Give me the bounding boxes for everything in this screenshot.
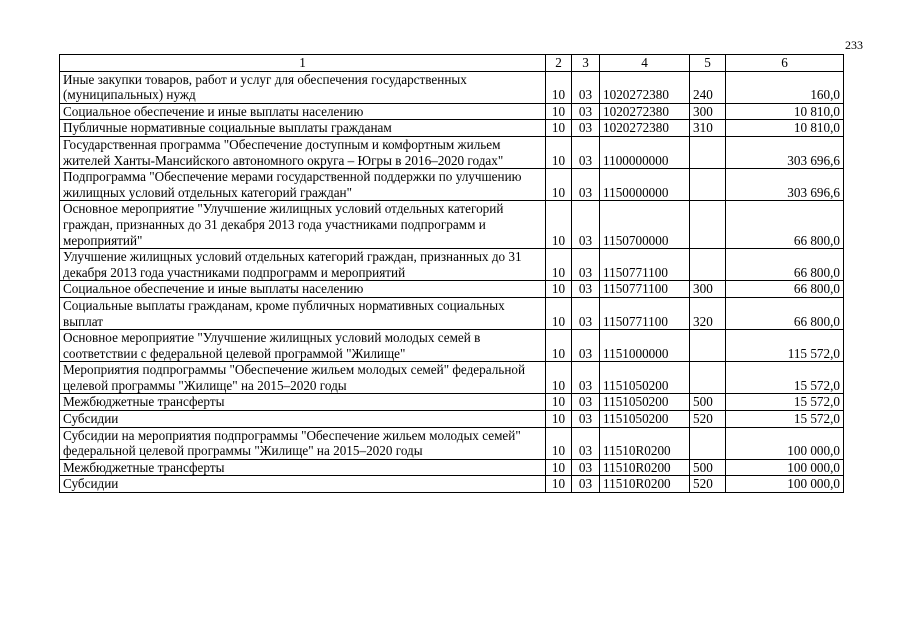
row-expense-type (690, 427, 726, 459)
header-col-6: 6 (726, 55, 844, 72)
row-name: Социальное обеспечение и иные выплаты населению (60, 281, 546, 298)
row-name: Основное мероприятие "Улучшение жилищных условий отдельных категорий граждан, признанных до 31 декабря 2013 года участниками подпрограмм и мероприятий" (60, 201, 546, 249)
row-amount: 66 800,0 (726, 281, 844, 298)
row-subsection: 03 (572, 169, 600, 201)
row-name: Социальные выплаты гражданам, кроме публичных нормативных социальных выплат (60, 297, 546, 329)
table-row (60, 169, 844, 201)
row-subsection: 03 (572, 120, 600, 137)
table-row (60, 330, 844, 362)
row-name: Межбюджетные трансферты (60, 394, 546, 411)
table-header (60, 55, 844, 72)
table-row (60, 459, 844, 476)
row-section: 10 (546, 281, 572, 298)
row-amount: 100 000,0 (726, 459, 844, 476)
row-section: 10 (546, 201, 572, 249)
row-subsection: 03 (572, 136, 600, 168)
table-row (60, 281, 844, 298)
header-col-5: 5 (690, 55, 726, 72)
row-name: Межбюджетные трансферты (60, 459, 546, 476)
table-row (60, 136, 844, 168)
row-name: Подпрограмма "Обеспечение мерами государственной поддержки по улучшению жилищных условий отдельных категорий граждан" (60, 169, 546, 201)
table-row (60, 394, 844, 411)
row-target-code: 1151050200 (600, 411, 690, 428)
row-section: 10 (546, 394, 572, 411)
row-subsection: 03 (572, 249, 600, 281)
row-subsection: 03 (572, 71, 600, 103)
row-amount: 100 000,0 (726, 476, 844, 493)
header-row (60, 55, 844, 72)
row-name: Субсидии на мероприятия подпрограммы "Обеспечение жильем молодых семей" федеральной целевой программы "Жилище" на 2015–2020 годы (60, 427, 546, 459)
row-target-code: 1100000000 (600, 136, 690, 168)
row-expense-type (690, 330, 726, 362)
row-name: Публичные нормативные социальные выплаты гражданам (60, 120, 546, 137)
row-amount: 10 810,0 (726, 103, 844, 120)
row-amount: 66 800,0 (726, 249, 844, 281)
row-target-code: 1151050200 (600, 362, 690, 394)
table-row (60, 297, 844, 329)
row-amount: 303 696,6 (726, 169, 844, 201)
row-target-code: 11510R0200 (600, 427, 690, 459)
row-expense-type: 310 (690, 120, 726, 137)
table-row (60, 103, 844, 120)
row-target-code: 11510R0200 (600, 476, 690, 493)
row-target-code: 1151000000 (600, 330, 690, 362)
row-expense-type (690, 136, 726, 168)
row-subsection: 03 (572, 103, 600, 120)
row-section: 10 (546, 249, 572, 281)
row-section: 10 (546, 362, 572, 394)
row-target-code: 11510R0200 (600, 459, 690, 476)
row-section: 10 (546, 411, 572, 428)
row-section: 10 (546, 120, 572, 137)
row-expense-type (690, 169, 726, 201)
row-expense-type: 320 (690, 297, 726, 329)
row-section: 10 (546, 169, 572, 201)
row-section: 10 (546, 427, 572, 459)
row-expense-type (690, 249, 726, 281)
budget-table (59, 54, 844, 493)
row-name: Субсидии (60, 476, 546, 493)
row-section: 10 (546, 330, 572, 362)
row-expense-type: 300 (690, 103, 726, 120)
row-section: 10 (546, 71, 572, 103)
row-target-code: 1150771100 (600, 297, 690, 329)
row-amount: 100 000,0 (726, 427, 844, 459)
table-row (60, 476, 844, 493)
row-section: 10 (546, 103, 572, 120)
row-subsection: 03 (572, 394, 600, 411)
row-expense-type: 300 (690, 281, 726, 298)
row-amount: 160,0 (726, 71, 844, 103)
row-amount: 15 572,0 (726, 362, 844, 394)
row-name: Социальное обеспечение и иные выплаты населению (60, 103, 546, 120)
row-subsection: 03 (572, 330, 600, 362)
header-col-4: 4 (600, 55, 690, 72)
row-amount: 15 572,0 (726, 411, 844, 428)
row-target-code: 1150771100 (600, 249, 690, 281)
page-number: 233 (845, 38, 863, 52)
row-expense-type: 240 (690, 71, 726, 103)
row-subsection: 03 (572, 476, 600, 493)
row-expense-type: 500 (690, 459, 726, 476)
row-name: Мероприятия подпрограммы "Обеспечение жильем молодых семей" федеральной целевой программы "Жилище" на 2015–2020 годы (60, 362, 546, 394)
row-amount: 115 572,0 (726, 330, 844, 362)
row-target-code: 1020272380 (600, 120, 690, 137)
table-row (60, 201, 844, 249)
row-section: 10 (546, 136, 572, 168)
row-subsection: 03 (572, 201, 600, 249)
row-section: 10 (546, 297, 572, 329)
row-expense-type (690, 201, 726, 249)
table-row (60, 249, 844, 281)
row-section: 10 (546, 476, 572, 493)
header-col-3: 3 (572, 55, 600, 72)
table-row (60, 411, 844, 428)
row-expense-type (690, 362, 726, 394)
row-name: Основное мероприятие "Улучшение жилищных условий молодых семей в соответствии с федеральной целевой программой "Жилище" (60, 330, 546, 362)
row-subsection: 03 (572, 411, 600, 428)
row-target-code: 1150700000 (600, 201, 690, 249)
row-target-code: 1020272380 (600, 103, 690, 120)
row-target-code: 1150000000 (600, 169, 690, 201)
row-amount: 66 800,0 (726, 201, 844, 249)
row-amount: 303 696,6 (726, 136, 844, 168)
table-row (60, 362, 844, 394)
row-subsection: 03 (572, 281, 600, 298)
table-row (60, 427, 844, 459)
row-subsection: 03 (572, 362, 600, 394)
header-col-1: 1 (60, 55, 546, 72)
header-col-2: 2 (546, 55, 572, 72)
row-amount: 66 800,0 (726, 297, 844, 329)
row-expense-type: 520 (690, 476, 726, 493)
table-row (60, 120, 844, 137)
row-target-code: 1151050200 (600, 394, 690, 411)
row-section: 10 (546, 459, 572, 476)
row-name: Иные закупки товаров, работ и услуг для обеспечения государственных (муниципальных) нужд (60, 71, 546, 103)
row-subsection: 03 (572, 297, 600, 329)
row-subsection: 03 (572, 427, 600, 459)
row-expense-type: 500 (690, 394, 726, 411)
table-body (60, 71, 844, 492)
row-expense-type: 520 (690, 411, 726, 428)
row-name: Субсидии (60, 411, 546, 428)
row-subsection: 03 (572, 459, 600, 476)
row-target-code: 1020272380 (600, 71, 690, 103)
row-name: Государственная программа "Обеспечение доступным и комфортным жильем жителей Ханты-Мансийского автономного округа – Югры в 2016–2020 годах" (60, 136, 546, 168)
table-row (60, 71, 844, 103)
row-amount: 15 572,0 (726, 394, 844, 411)
row-amount: 10 810,0 (726, 120, 844, 137)
row-target-code: 1150771100 (600, 281, 690, 298)
row-name: Улучшение жилищных условий отдельных категорий граждан, признанных до 31 декабря 2013 года участниками подпрограмм и мероприятий (60, 249, 546, 281)
